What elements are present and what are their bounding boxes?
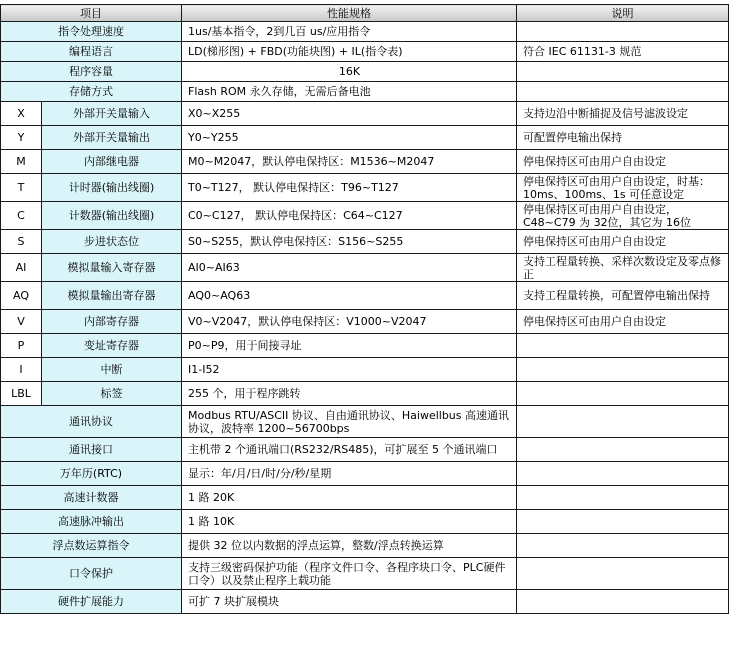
- row-spec: 1us/基本指令，2到几百 us/应用指令: [182, 22, 517, 42]
- row-spec: 1 路 20K: [182, 486, 517, 510]
- table-row: [1, 126, 729, 150]
- table-row: [1, 310, 729, 334]
- table-row: [1, 590, 729, 614]
- row-note: [517, 62, 729, 82]
- row-note: [517, 486, 729, 510]
- row-item: 中断: [42, 358, 182, 382]
- row-item: 模拟量输出寄存器: [42, 282, 182, 310]
- row-code: T: [1, 174, 42, 202]
- row-spec: 支持三级密码保护功能（程序文件口令、各程序块口令、PLC硬件口令）以及禁止程序上载功能: [182, 558, 517, 590]
- row-code: S: [1, 230, 42, 254]
- table-row: [1, 202, 729, 230]
- row-item: 硬件扩展能力: [1, 590, 182, 614]
- row-note: 支持工程量转换、采样次数设定及零点修正: [517, 254, 729, 282]
- row-spec: T0~T127， 默认停电保持区：T96~T127: [182, 174, 517, 202]
- row-note: [517, 382, 729, 406]
- row-item: 计时器(输出线圈): [42, 174, 182, 202]
- table-row: [1, 334, 729, 358]
- row-note: 支持工程量转换，可配置停电输出保持: [517, 282, 729, 310]
- row-spec: V0~V2047，默认停电保持区：V1000~V2047: [182, 310, 517, 334]
- row-item: 外部开关量输入: [42, 102, 182, 126]
- row-spec: 16K: [182, 62, 517, 82]
- table-row: [1, 382, 729, 406]
- row-note: 停电保持区可由用户自由设定: [517, 230, 729, 254]
- table-row: [1, 174, 729, 202]
- row-code: P: [1, 334, 42, 358]
- row-code: X: [1, 102, 42, 126]
- row-note: [517, 82, 729, 102]
- row-item: 变址寄存器: [42, 334, 182, 358]
- row-note: [517, 590, 729, 614]
- table-row: [1, 510, 729, 534]
- row-note: 符合 IEC 61131-3 规范: [517, 42, 729, 62]
- table-body: [1, 22, 729, 614]
- row-note: [517, 22, 729, 42]
- table-row: [1, 230, 729, 254]
- row-code: LBL: [1, 382, 42, 406]
- row-item: 编程语言: [1, 42, 182, 62]
- table-row: [1, 534, 729, 558]
- row-item: 计数器(输出线圈): [42, 202, 182, 230]
- header-item: 项目: [1, 5, 182, 22]
- row-spec: 提供 32 位以内数据的浮点运算，整数/浮点转换运算: [182, 534, 517, 558]
- row-spec: 255 个，用于程序跳转: [182, 382, 517, 406]
- row-spec: Modbus RTU/ASCII 协议、自由通讯协议、Haiwellbus 高速通讯协议，波特率 1200~56700bps: [182, 406, 517, 438]
- table-row: [1, 150, 729, 174]
- row-note: 可配置停电输出保持: [517, 126, 729, 150]
- header-row: [1, 5, 729, 22]
- row-item: 模拟量输入寄存器: [42, 254, 182, 282]
- row-code: C: [1, 202, 42, 230]
- row-spec: 可扩 7 块扩展模块: [182, 590, 517, 614]
- row-spec: P0~P9，用于间接寻址: [182, 334, 517, 358]
- row-spec: 主机带 2 个通讯端口(RS232/RS485)，可扩展至 5 个通讯端口: [182, 438, 517, 462]
- spec-table: [0, 4, 729, 614]
- row-item: 高速计数器: [1, 486, 182, 510]
- row-item: 内部寄存器: [42, 310, 182, 334]
- row-spec: AQ0~AQ63: [182, 282, 517, 310]
- row-item: 内部继电器: [42, 150, 182, 174]
- row-item: 标签: [42, 382, 182, 406]
- table-row: [1, 102, 729, 126]
- row-note: 停电保持区可由用户自由设定: [517, 150, 729, 174]
- header-spec: 性能规格: [182, 5, 517, 22]
- row-spec: Y0~Y255: [182, 126, 517, 150]
- row-spec: Flash ROM 永久存储，无需后备电池: [182, 82, 517, 102]
- row-note: [517, 438, 729, 462]
- row-code: I: [1, 358, 42, 382]
- row-note: [517, 462, 729, 486]
- row-spec: S0~S255，默认停电保持区：S156~S255: [182, 230, 517, 254]
- row-note: [517, 558, 729, 590]
- row-spec: C0~C127， 默认停电保持区：C64~C127: [182, 202, 517, 230]
- row-note: 支持边沿中断捕捉及信号滤波设定: [517, 102, 729, 126]
- table-row: [1, 62, 729, 82]
- row-spec: 显示：年/月/日/时/分/秒/星期: [182, 462, 517, 486]
- row-code: AI: [1, 254, 42, 282]
- table-row: [1, 438, 729, 462]
- row-item: 外部开关量输出: [42, 126, 182, 150]
- row-note: [517, 510, 729, 534]
- row-note: 停电保持区可由用户自由设定，时基：10ms、100ms、1s 可任意设定: [517, 174, 729, 202]
- row-item: 高速脉冲输出: [1, 510, 182, 534]
- table-row: [1, 82, 729, 102]
- row-spec: LD(梯形图) + FBD(功能块图) + IL(指令表): [182, 42, 517, 62]
- table-row: [1, 254, 729, 282]
- table-row: [1, 558, 729, 590]
- row-code: Y: [1, 126, 42, 150]
- row-spec: I1-I52: [182, 358, 517, 382]
- row-note: [517, 358, 729, 382]
- row-note: [517, 406, 729, 438]
- row-item: 万年历(RTC): [1, 462, 182, 486]
- row-spec: 1 路 10K: [182, 510, 517, 534]
- row-item: 程序容量: [1, 62, 182, 82]
- row-item: 口令保护: [1, 558, 182, 590]
- row-code: M: [1, 150, 42, 174]
- table-row: [1, 42, 729, 62]
- row-item: 存储方式: [1, 82, 182, 102]
- table-row: [1, 486, 729, 510]
- header-note: 说明: [517, 5, 729, 22]
- row-note: [517, 534, 729, 558]
- row-item: 通讯接口: [1, 438, 182, 462]
- row-code: AQ: [1, 282, 42, 310]
- row-spec: AI0~AI63: [182, 254, 517, 282]
- row-note: 停电保持区可由用户自由设定: [517, 310, 729, 334]
- row-note: [517, 334, 729, 358]
- row-spec: M0~M2047，默认停电保持区：M1536~M2047: [182, 150, 517, 174]
- table-row: [1, 462, 729, 486]
- row-item: 步进状态位: [42, 230, 182, 254]
- row-code: V: [1, 310, 42, 334]
- table-row: [1, 358, 729, 382]
- row-note: 停电保持区可由用户自由设定，C48~C79 为 32位，其它为 16位: [517, 202, 729, 230]
- table-row: [1, 282, 729, 310]
- row-item: 浮点数运算指令: [1, 534, 182, 558]
- row-item: 指令处理速度: [1, 22, 182, 42]
- table-row: [1, 406, 729, 438]
- row-spec: X0~X255: [182, 102, 517, 126]
- row-item: 通讯协议: [1, 406, 182, 438]
- table-row: [1, 22, 729, 42]
